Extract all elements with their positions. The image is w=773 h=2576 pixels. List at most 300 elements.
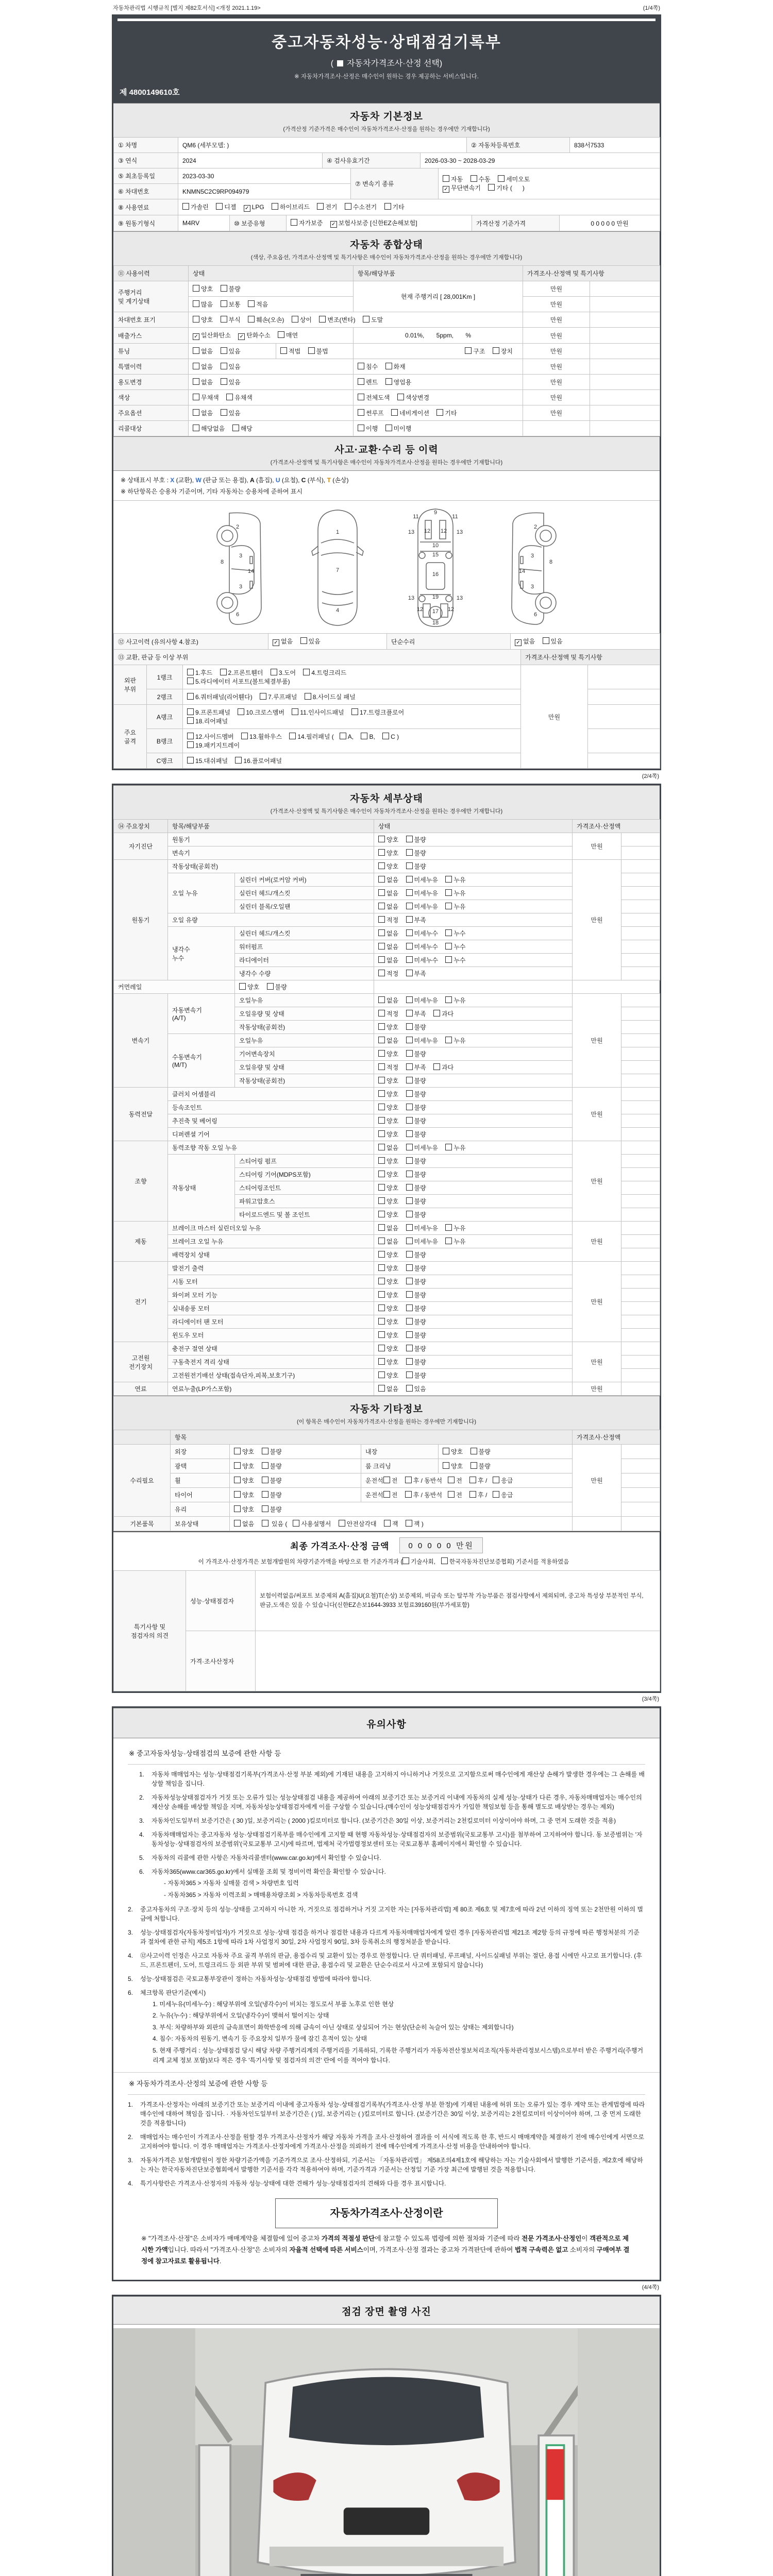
checkbox[interactable] xyxy=(193,347,199,354)
notices-sec1-list xyxy=(128,1770,645,1900)
text: 만원 xyxy=(591,1385,603,1393)
checkbox[interactable] xyxy=(267,983,274,990)
checkbox[interactable] xyxy=(221,378,227,385)
checkbox[interactable] xyxy=(406,1144,413,1150)
checkbox[interactable] xyxy=(262,1505,268,1512)
checkbox[interactable] xyxy=(262,1477,268,1483)
checkbox-checked[interactable]: ✓ xyxy=(273,639,279,646)
checkbox[interactable] xyxy=(262,1448,268,1454)
checkbox[interactable] xyxy=(465,347,472,354)
table-cell xyxy=(114,820,168,833)
checkbox[interactable] xyxy=(493,1491,499,1498)
checkbox[interactable] xyxy=(378,1304,385,1311)
checkbox[interactable] xyxy=(406,1318,413,1325)
checkbox[interactable] xyxy=(378,1371,385,1378)
table-cell xyxy=(621,860,660,873)
checkbox[interactable] xyxy=(383,1477,390,1483)
checkbox[interactable] xyxy=(378,1197,385,1204)
checkbox[interactable] xyxy=(260,693,266,700)
checkbox[interactable] xyxy=(187,741,194,748)
checkbox[interactable] xyxy=(193,316,199,323)
checkbox[interactable] xyxy=(378,1251,385,1258)
checkbox[interactable] xyxy=(384,203,391,210)
checkbox[interactable] xyxy=(445,876,452,883)
checkbox[interactable] xyxy=(433,1063,440,1070)
text: ⑧ 사용연료 xyxy=(118,204,149,211)
checkbox[interactable] xyxy=(493,347,499,354)
checkbox-label: 9.프론트패널 xyxy=(195,709,232,717)
text: 만원 xyxy=(550,410,563,417)
table-cell xyxy=(374,1315,573,1329)
checkbox[interactable] xyxy=(378,1144,385,1150)
checkbox[interactable] xyxy=(187,733,194,739)
checkbox[interactable] xyxy=(406,1130,413,1137)
checkbox-label: 후 / 동반석 xyxy=(413,1477,443,1485)
table-cell xyxy=(189,312,523,328)
checkbox[interactable] xyxy=(272,203,278,210)
checkbox[interactable] xyxy=(406,1197,413,1204)
checkbox[interactable] xyxy=(234,1520,241,1527)
checkbox[interactable] xyxy=(271,669,277,675)
checkbox[interactable] xyxy=(488,184,495,191)
checkbox[interactable] xyxy=(221,316,227,323)
checkbox[interactable] xyxy=(248,316,255,323)
table-cell xyxy=(387,634,511,650)
table-cell xyxy=(178,199,660,215)
checkbox[interactable] xyxy=(378,1184,385,1191)
checkbox[interactable] xyxy=(445,1238,452,1244)
table-cell xyxy=(171,1445,230,1459)
checkbox[interactable] xyxy=(378,1224,385,1231)
checkbox[interactable] xyxy=(221,409,227,416)
text: ① 차명 xyxy=(118,142,138,149)
checkbox-checked[interactable]: ✓ xyxy=(330,221,337,228)
text: 실린더 커버(로커암 커버) xyxy=(239,876,307,884)
text: 및 계기상태 xyxy=(118,297,150,305)
table-cell xyxy=(235,1034,374,1047)
checkbox[interactable] xyxy=(235,757,242,764)
checkbox[interactable] xyxy=(445,889,452,896)
checkbox[interactable] xyxy=(193,394,199,400)
checkbox[interactable] xyxy=(280,347,287,354)
table-cell xyxy=(621,846,660,860)
checkbox[interactable] xyxy=(317,203,324,210)
checkbox[interactable] xyxy=(378,1063,385,1070)
table-cell xyxy=(374,927,573,940)
checkbox[interactable] xyxy=(193,363,199,369)
table-cell xyxy=(374,1369,573,1382)
checkbox[interactable] xyxy=(291,219,297,226)
checkbox-label: 양호 xyxy=(386,1024,400,1031)
checkbox[interactable] xyxy=(193,378,199,385)
checkbox[interactable] xyxy=(378,1010,385,1016)
notice-number: 4. xyxy=(128,1952,133,1959)
table-cell xyxy=(621,1208,660,1222)
checkbox[interactable] xyxy=(405,1491,412,1498)
table-cell xyxy=(374,846,573,860)
checkbox-label: 양호 xyxy=(386,1359,400,1366)
checkbox[interactable] xyxy=(378,1291,385,1298)
checkbox[interactable] xyxy=(406,1117,413,1124)
checkbox[interactable] xyxy=(187,717,194,724)
checkbox[interactable] xyxy=(470,1462,477,1469)
checkbox[interactable] xyxy=(378,1278,385,1284)
checkbox[interactable] xyxy=(319,316,326,323)
checkbox[interactable] xyxy=(187,677,194,684)
checkbox[interactable] xyxy=(187,757,194,764)
checkbox[interactable] xyxy=(262,1520,268,1527)
table-cell xyxy=(374,1248,573,1262)
checkbox[interactable] xyxy=(262,1462,268,1469)
checkbox[interactable] xyxy=(391,409,398,416)
checkbox[interactable] xyxy=(234,1462,241,1469)
checkbox[interactable] xyxy=(406,849,413,856)
checkbox[interactable] xyxy=(397,394,404,400)
checkbox[interactable] xyxy=(216,203,223,210)
checkbox[interactable] xyxy=(378,1385,385,1392)
checkbox[interactable] xyxy=(469,1477,476,1483)
checkbox[interactable] xyxy=(406,836,413,842)
checkbox-label: 도말 xyxy=(371,316,383,324)
checkbox[interactable] xyxy=(378,1050,385,1057)
checkbox[interactable] xyxy=(470,1448,477,1454)
text: 838서7533 xyxy=(574,142,604,149)
checkbox[interactable] xyxy=(406,970,413,976)
checkbox[interactable] xyxy=(234,1477,241,1483)
checkbox[interactable] xyxy=(406,1063,413,1070)
table-cell xyxy=(621,1517,660,1531)
page-indicator-2: (2/4쪽) xyxy=(642,773,659,780)
checkbox[interactable] xyxy=(193,409,199,416)
checkbox[interactable] xyxy=(402,1557,409,1564)
checkbox[interactable] xyxy=(406,889,413,896)
checkbox[interactable] xyxy=(406,1023,413,1030)
checkbox[interactable] xyxy=(378,1238,385,1244)
checkbox[interactable] xyxy=(445,1224,452,1231)
checkbox[interactable] xyxy=(406,1331,413,1338)
text: 누수 xyxy=(172,954,184,962)
text: 만원 xyxy=(591,1477,603,1485)
checkbox[interactable] xyxy=(378,996,385,1003)
checkbox[interactable] xyxy=(187,693,194,700)
checkbox[interactable] xyxy=(358,425,364,431)
checkbox[interactable] xyxy=(378,1331,385,1338)
checkbox-label: 없음 xyxy=(386,1225,400,1232)
checkbox[interactable] xyxy=(378,1171,385,1177)
checkbox-label: 양호 xyxy=(386,836,400,844)
checkbox[interactable] xyxy=(378,943,385,950)
table-cell xyxy=(573,1222,621,1262)
checkbox[interactable] xyxy=(378,929,385,936)
checkbox[interactable] xyxy=(358,409,364,416)
checkbox-label: 14.필러패널 ( xyxy=(297,733,334,741)
checkbox-label: 적음 xyxy=(256,301,268,308)
checkbox[interactable] xyxy=(241,733,248,739)
checkbox[interactable] xyxy=(436,409,443,416)
checkbox[interactable] xyxy=(406,862,413,869)
checkbox[interactable] xyxy=(340,733,346,739)
checkbox[interactable] xyxy=(378,1345,385,1351)
checkbox-label: 기타 xyxy=(445,410,457,417)
checkbox[interactable] xyxy=(248,300,255,307)
checkbox[interactable] xyxy=(226,394,233,400)
checkbox[interactable] xyxy=(406,876,413,883)
law-reference: 자동차관리법 시행규칙 [별지 제82호서식] <개정 2021.1.19> xyxy=(113,5,261,11)
checkbox-label: 없음 xyxy=(281,638,295,646)
checkbox[interactable] xyxy=(406,943,413,950)
checkbox[interactable] xyxy=(378,970,385,976)
checkbox[interactable] xyxy=(378,916,385,923)
checkbox[interactable] xyxy=(363,316,369,323)
checkbox[interactable] xyxy=(406,1077,413,1083)
table-cell xyxy=(621,1342,660,1355)
table-cell xyxy=(621,1315,660,1329)
checkbox[interactable] xyxy=(293,1520,299,1527)
checkbox[interactable] xyxy=(406,1050,413,1057)
checkbox-label: 변조(변타) xyxy=(327,316,357,324)
checkbox[interactable] xyxy=(193,285,199,292)
checkbox[interactable] xyxy=(406,1251,413,1258)
checkbox[interactable] xyxy=(378,1211,385,1217)
checkbox[interactable] xyxy=(406,1291,413,1298)
checkbox-label: 없음 xyxy=(201,363,215,370)
checkbox[interactable] xyxy=(289,733,296,739)
checkbox[interactable] xyxy=(406,1304,413,1311)
checkbox[interactable] xyxy=(378,1318,385,1325)
checkbox[interactable] xyxy=(193,300,199,307)
text: 동력조향 작동 오일 누유 xyxy=(172,1144,237,1152)
checkbox[interactable] xyxy=(406,1385,413,1392)
table-cell xyxy=(168,1114,374,1128)
text-segment: 구매여부 결정에 참고자료로 활용됩니다 xyxy=(141,2246,630,2265)
checkbox[interactable] xyxy=(378,862,385,869)
checkbox[interactable] xyxy=(469,1491,476,1498)
checkbox[interactable] xyxy=(292,708,298,715)
checkbox[interactable] xyxy=(406,916,413,923)
checkbox[interactable] xyxy=(187,669,194,675)
checkbox[interactable] xyxy=(358,378,364,385)
table-cell xyxy=(374,954,573,967)
checkbox-checked[interactable]: ✓ xyxy=(238,333,245,340)
checkbox[interactable] xyxy=(383,1491,390,1498)
notice-number: 4. xyxy=(128,2180,133,2188)
checkbox-label: 불량 xyxy=(414,1359,426,1366)
checkbox[interactable] xyxy=(445,929,452,936)
checkbox[interactable] xyxy=(234,1491,241,1498)
checkbox[interactable] xyxy=(300,637,307,644)
text: 작동상태(공회전) xyxy=(239,1024,285,1031)
table-cell xyxy=(351,168,439,199)
notice-subitem: 1. 미세누유(미세누수) : 해당부위에 오일(냉각수)이 비치는 정도로서 부품 노후로 인한 현상 xyxy=(153,2000,394,2008)
table-cell xyxy=(374,873,573,887)
checkbox[interactable] xyxy=(406,903,413,909)
checkbox[interactable] xyxy=(385,363,392,369)
checkbox[interactable] xyxy=(406,1278,413,1284)
checkbox[interactable] xyxy=(470,175,477,182)
checkbox[interactable] xyxy=(305,693,311,700)
checkbox[interactable] xyxy=(378,1077,385,1083)
checkbox-label: 미세누유 xyxy=(414,997,440,1005)
checkbox[interactable] xyxy=(308,347,315,354)
checkbox[interactable] xyxy=(406,956,413,963)
table-cell xyxy=(168,846,374,860)
checkbox[interactable] xyxy=(406,1238,413,1244)
checkbox[interactable] xyxy=(358,363,364,369)
table-cell xyxy=(189,281,354,297)
checkbox[interactable] xyxy=(378,876,385,883)
checkbox[interactable] xyxy=(406,1171,413,1177)
text: 2랭크 xyxy=(157,693,173,701)
checkbox[interactable] xyxy=(262,1491,268,1498)
text: 가격조사·산정액 및 특기사항 xyxy=(527,270,604,277)
table-cell xyxy=(590,297,660,312)
checkbox[interactable] xyxy=(234,1448,241,1454)
checkbox[interactable] xyxy=(445,1144,452,1150)
checkbox[interactable] xyxy=(239,983,246,990)
checkbox[interactable] xyxy=(378,836,385,842)
checkbox[interactable] xyxy=(220,669,227,675)
checkbox[interactable] xyxy=(445,996,452,1003)
checkbox[interactable] xyxy=(385,425,392,431)
checkbox[interactable] xyxy=(221,363,227,369)
checkbox[interactable] xyxy=(378,1090,385,1097)
checkbox[interactable] xyxy=(378,1264,385,1271)
checkbox[interactable] xyxy=(378,1130,385,1137)
text: 만원 xyxy=(548,713,561,721)
table-cell xyxy=(621,1088,660,1101)
text: 색상 xyxy=(118,394,130,401)
checkbox[interactable] xyxy=(238,708,244,715)
checkbox-label: 해당없음 xyxy=(201,425,227,432)
checkbox[interactable] xyxy=(445,956,452,963)
text-segment: X xyxy=(170,477,175,484)
checkbox[interactable] xyxy=(303,669,310,675)
checkbox[interactable] xyxy=(406,996,413,1003)
checkbox[interactable] xyxy=(385,378,392,385)
checkbox[interactable] xyxy=(384,1520,391,1527)
checkbox[interactable] xyxy=(361,733,367,739)
checkbox[interactable] xyxy=(406,1104,413,1110)
checkbox[interactable] xyxy=(378,903,385,909)
checkbox[interactable] xyxy=(234,1505,241,1512)
checkbox[interactable] xyxy=(406,1037,413,1043)
checkbox[interactable] xyxy=(406,1371,413,1378)
checkbox[interactable] xyxy=(406,1157,413,1164)
table-cell xyxy=(621,1382,660,1396)
checkbox-checked[interactable]: ✓ xyxy=(193,333,199,340)
checkbox[interactable] xyxy=(445,1037,452,1043)
checkbox[interactable] xyxy=(406,1224,413,1231)
notices-sec1-head: ※ 중고자동차성능·상태점검의 보증에 관한 사항 등 xyxy=(128,1742,645,1765)
checkbox[interactable] xyxy=(406,1520,412,1527)
checkbox[interactable] xyxy=(378,1358,385,1365)
checkbox[interactable] xyxy=(406,1090,413,1097)
checkbox[interactable] xyxy=(221,285,227,292)
text: 기어변속장치 xyxy=(239,1050,275,1058)
table-cell xyxy=(523,312,590,328)
checkbox[interactable] xyxy=(405,1477,412,1483)
checkbox-label: 일산화탄소 xyxy=(201,332,233,339)
checkbox[interactable] xyxy=(445,903,452,909)
checkbox[interactable] xyxy=(378,1037,385,1043)
checkbox[interactable] xyxy=(493,1477,499,1483)
table-cell xyxy=(171,1517,230,1531)
notice-item xyxy=(128,1905,645,1923)
checkbox[interactable] xyxy=(378,889,385,896)
checkbox[interactable] xyxy=(378,1157,385,1164)
checkbox-label: 과다 xyxy=(442,1064,454,1072)
checkbox-label: 적정 xyxy=(386,970,400,978)
notice-item xyxy=(128,1974,645,1984)
table-cell xyxy=(621,1047,660,1061)
checkbox[interactable] xyxy=(406,1211,413,1217)
checkbox[interactable] xyxy=(221,347,227,354)
checkbox[interactable] xyxy=(378,1104,385,1110)
checkbox[interactable] xyxy=(378,1023,385,1030)
text: 파워고압호스 xyxy=(239,1198,275,1206)
table-cell xyxy=(573,1088,621,1141)
checkbox[interactable] xyxy=(406,1358,413,1365)
checkbox[interactable] xyxy=(433,1010,440,1016)
table-cell xyxy=(114,138,178,153)
table-cell xyxy=(147,665,183,689)
checkbox-label: 미이행 xyxy=(393,425,412,432)
table-cell xyxy=(114,199,178,215)
checkbox[interactable] xyxy=(351,708,358,715)
checkbox[interactable] xyxy=(443,1462,449,1469)
text: 변속기 xyxy=(172,850,190,857)
table-cell xyxy=(168,1355,374,1369)
checkbox[interactable] xyxy=(406,929,413,936)
checkbox-checked[interactable]: ✓ xyxy=(443,186,449,193)
checkbox[interactable] xyxy=(187,708,194,715)
checkbox[interactable] xyxy=(378,956,385,963)
checkbox[interactable] xyxy=(193,425,199,431)
checkbox-label: 없음 xyxy=(201,379,215,386)
checkbox[interactable] xyxy=(448,1477,455,1483)
diagram-panel-number: 18 xyxy=(432,620,439,626)
checkbox[interactable] xyxy=(543,637,549,644)
checkbox[interactable] xyxy=(378,1117,385,1124)
checkbox[interactable] xyxy=(292,316,298,323)
checkbox[interactable] xyxy=(406,1345,413,1351)
checkbox[interactable] xyxy=(445,943,452,950)
text-segment: T xyxy=(327,477,331,484)
checkbox[interactable] xyxy=(443,175,449,182)
checkbox[interactable] xyxy=(443,1448,449,1454)
text-segment: 자율적 선택에 따른 서비스 xyxy=(289,2246,363,2254)
checkbox[interactable] xyxy=(182,203,189,210)
checkbox[interactable] xyxy=(339,1520,345,1527)
diagram-panel-number: 3 xyxy=(239,553,243,560)
checkbox[interactable] xyxy=(448,1491,455,1498)
checkbox-checked[interactable]: ✓ xyxy=(515,639,522,646)
checkbox[interactable] xyxy=(406,1010,413,1016)
checkbox[interactable] xyxy=(345,203,351,210)
checkbox-checked[interactable]: ✓ xyxy=(244,205,250,212)
checkbox[interactable] xyxy=(278,331,284,338)
checkbox[interactable] xyxy=(406,1184,413,1191)
checkbox[interactable] xyxy=(406,1264,413,1271)
checkbox[interactable] xyxy=(498,175,505,182)
checkbox[interactable] xyxy=(221,300,227,307)
checkbox[interactable] xyxy=(378,849,385,856)
table-cell xyxy=(621,1155,660,1168)
checkbox[interactable] xyxy=(358,394,364,400)
checkbox[interactable] xyxy=(441,1557,448,1564)
checkbox[interactable] xyxy=(382,733,389,739)
checkbox[interactable] xyxy=(232,425,239,431)
